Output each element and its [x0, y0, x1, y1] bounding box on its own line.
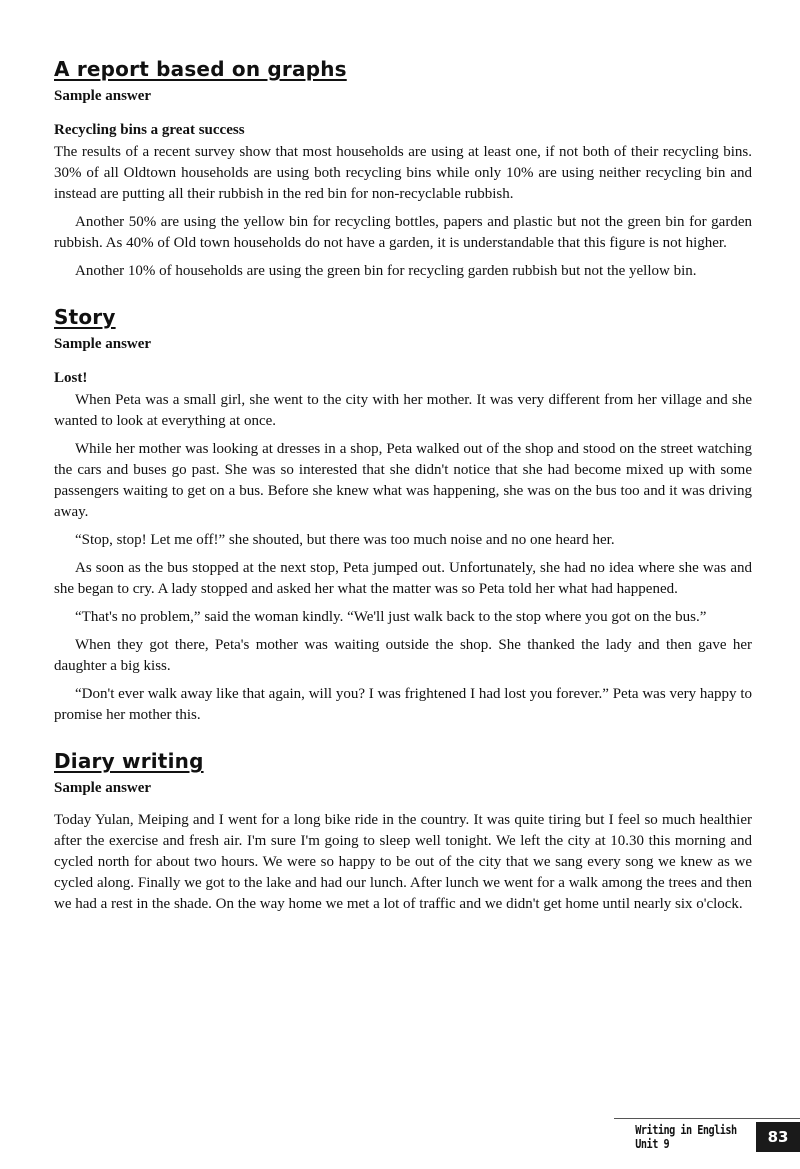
report-sample-label: Sample answer — [54, 88, 152, 104]
report-heading: Recycling bins a great success — [54, 122, 245, 138]
report-title: A report based on graphs — [54, 57, 347, 81]
page-footer — [614, 1122, 800, 1152]
story-paragraph-7: “Don't ever walk away like that again, will you? I was frightened I had lost you forever.” Peta was very happy to promise her mother this. — [54, 686, 752, 723]
story-section — [54, 304, 752, 726]
story-heading: Lost! — [54, 370, 88, 386]
page-content — [54, 56, 752, 937]
diary-title: Diary writing — [54, 749, 204, 773]
story-sample-label: Sample answer — [54, 336, 152, 352]
footer-divider — [614, 1118, 800, 1119]
story-title: Story — [54, 305, 116, 329]
diary-section — [54, 748, 752, 915]
report-paragraph-2: Another 50% are using the yellow bin for recycling bottles, papers and plastic but not the green bin for garden rubbish. As 40% of Old town households do not have a garden, it is understandable that this figure is not higher. — [54, 214, 752, 251]
story-paragraph-2: While her mother was looking at dresses in a shop, Peta walked out of the shop and stood on the street watching the cars and buses go past. She was so interested that she didn't notice that she had become mixed up with some passengers waiting to get on a bus. Before she knew what was happening, she was on the bus too and it was driving away. — [54, 441, 752, 520]
diary-sample-label: Sample answer — [54, 780, 152, 796]
story-paragraph-1: When Peta was a small girl, she went to the city with her mother. It was very different from her village and she wanted to look at everything at once. — [54, 392, 752, 429]
story-paragraph-4: As soon as the bus stopped at the next stop, Peta jumped out. Unfortunately, she had no idea where she was and she began to cry. A lady stopped and asked her what the matter was so Peta told her what had happened. — [54, 560, 752, 597]
story-paragraph-6: When they got there, Peta's mother was waiting outside the shop. She thanked the lady and then gave her daughter a big kiss. — [54, 637, 752, 674]
report-section — [54, 56, 752, 282]
footer-unit-label: Writing in English Unit 9 — [635, 1123, 737, 1151]
story-paragraph-5: “That's no problem,” said the woman kindly. “We'll just walk back to the stop where you got on the bus.” — [75, 609, 707, 625]
report-paragraph-3: Another 10% of households are using the green bin for recycling garden rubbish but not the yellow bin. — [75, 263, 697, 279]
diary-paragraph-1: Today Yulan, Meiping and I went for a long bike ride in the country. It was quite tiring but I feel so much healthier after the exercise and fresh air. I'm sure I'm going to sleep well tonight. We left the city at 10.30 this morning and cycled north for about two hours. We were so happy to be out of the city that we sang every song we knew as we cycled along. Finally we got to the lake and had our lunch. After lunch we went for a walk among the trees and then we had a rest in the shade. On the way home we met a lot of traffic and we didn't get home until nearly six o'clock. — [54, 812, 752, 912]
story-paragraph-3: “Stop, stop! Let me off!” she shouted, but there was too much noise and no one heard her. — [75, 532, 615, 548]
page-number: 83 — [756, 1122, 800, 1152]
report-paragraph-1: The results of a recent survey show that most households are using at least one, if not both of their recycling bins. 30% of all Oldtown households are using both recycling bins while only 10% are using neither recycling bin and instead are putting all their rubbish in the red bin for non-recyclable rubbish. — [54, 144, 752, 202]
